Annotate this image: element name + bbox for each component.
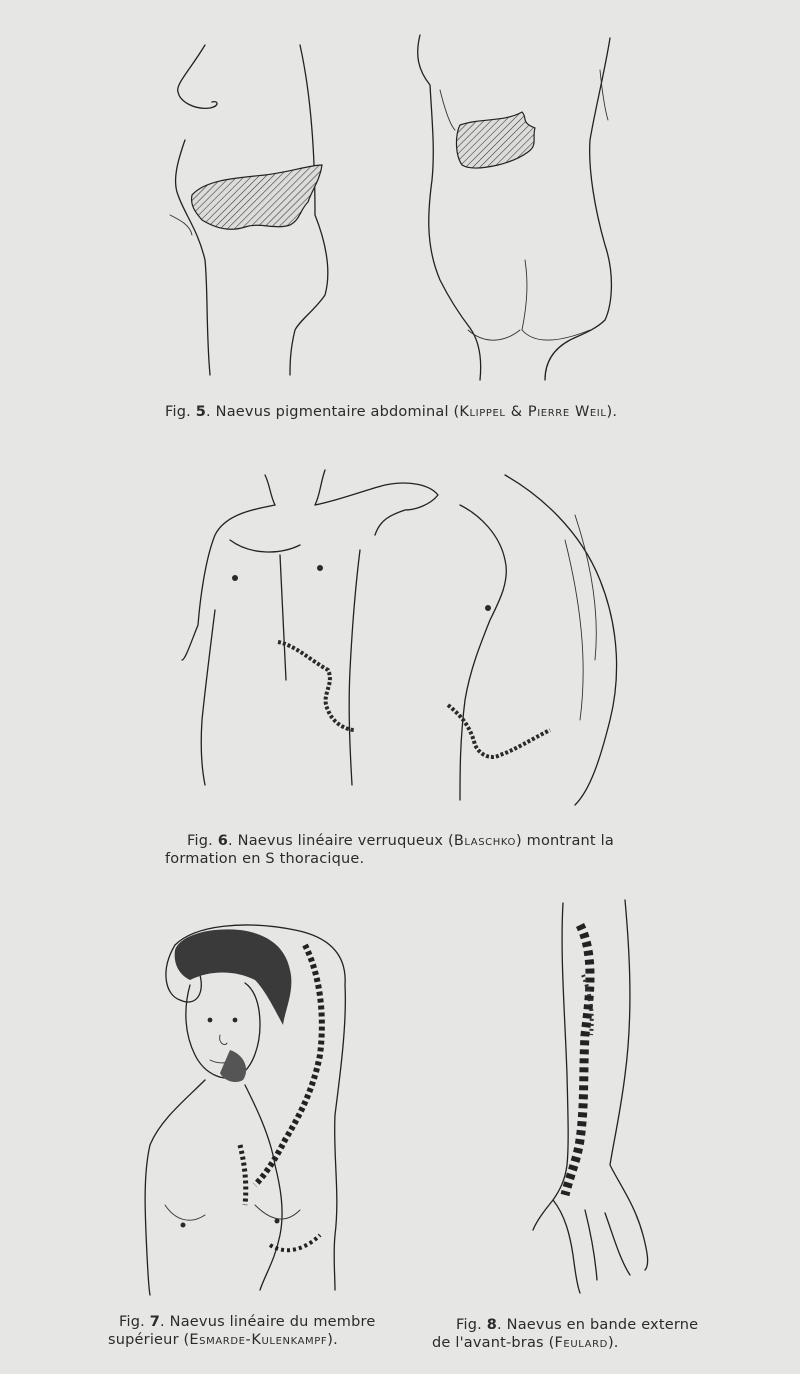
torso-side-drawing [170,45,328,375]
figure-number: 6 [217,833,229,849]
caption-text-end: ). [327,1332,338,1348]
caption-authors: Feulard [554,1335,608,1351]
figure-7-illustration [135,915,365,1300]
figure-label: Fig. [165,404,191,420]
caption-text: Naevus linéaire verruqueux ( [237,833,454,849]
caption-text-line2: supérieur ( [108,1332,190,1348]
caption-authors: Klippel & Pierre Weil [459,404,607,420]
caption-text: Naevus pigmentaire abdominal ( [215,404,460,420]
woman-portrait-drawing [145,925,345,1295]
caption-text-end: ). [606,404,618,420]
caption-authors: Blaschko [453,833,516,849]
torso-back-drawing [418,35,612,380]
caption-text: Naevus linéaire du membre [169,1314,376,1330]
figure-7-caption: Fig. 7. Naevus linéaire du membre supérieur (Esmarde-Kulenkampf). [108,1314,376,1348]
figure-label: Fig. [456,1317,482,1333]
figure-5-caption: Fig. 5. Naevus pigmentaire abdominal (Klippel & Pierre Weil). [165,404,618,420]
figure-number: 5 [195,404,207,420]
figure-label: Fig. [187,833,213,849]
caption-text-end: ). [607,1335,619,1351]
chest-side-drawing [448,475,617,805]
figure-8-illustration [525,895,665,1300]
caption-text-end: ) montrant la [515,833,614,849]
figure-5-illustration [150,30,650,385]
figure-8-caption: Fig. 8. Naevus en bande externe de l'avant-bras (Feulard). [432,1317,699,1351]
figure-number: 7 [149,1314,161,1330]
figure-label: Fig. [119,1314,145,1330]
figure-6-caption: Fig. 6. Naevus linéaire verruqueux (Blaschko) montrant la formation en S thoracique. [165,833,614,867]
caption-authors: Esmarde-Kulenkampf [189,1332,328,1348]
figure-6-illustration [170,460,630,815]
chest-front-drawing [182,470,438,785]
caption-text-line2: formation en S thoracique. [165,851,365,867]
figure-number: 8 [486,1317,498,1333]
caption-text-line2: de l'avant-bras ( [432,1335,555,1351]
forearm-hand-drawing [533,900,648,1293]
caption-text: Naevus en bande externe [506,1317,699,1333]
